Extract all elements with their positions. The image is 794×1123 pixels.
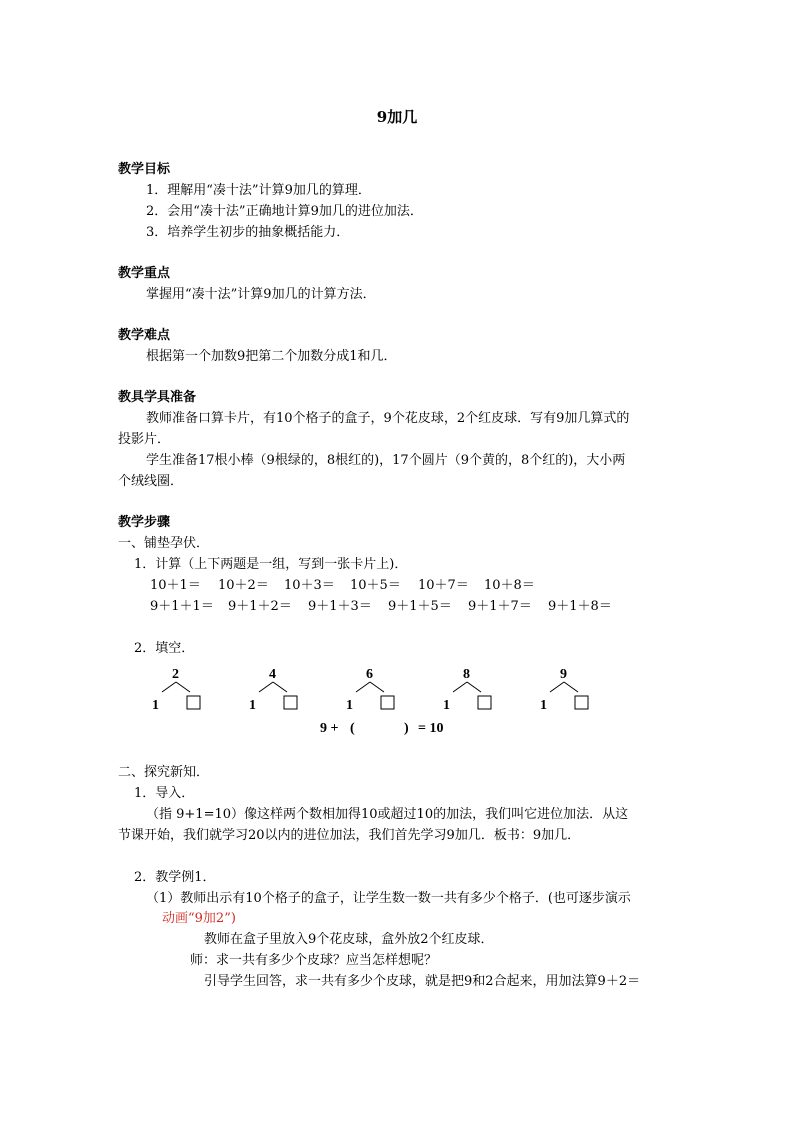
prep-teacher-line: 投影片． — [118, 432, 171, 447]
difficulty-heading: 教学难点 — [118, 328, 171, 343]
fill-label: 2．填空． — [134, 641, 195, 656]
branch-line-right — [273, 682, 287, 692]
animation-link[interactable]: 动画“9加2”) — [162, 911, 236, 926]
decomposition-group — [346, 667, 394, 713]
key-heading: 教学重点 — [118, 266, 171, 281]
prep-heading: 教具学具准备 — [118, 390, 197, 405]
prep-student-line: 学生准备17根小棒（9根绿的，8根红的)，17个圆片（9个黄的，8个红的)，大小两 — [146, 453, 626, 468]
calc-expression: 9＋1＋3＝ — [308, 599, 372, 614]
document-title: 9加几 — [376, 108, 418, 126]
steps-heading: 教学步骤 — [118, 515, 171, 530]
decomposition-group — [249, 667, 297, 713]
whole-number: 2 — [172, 667, 179, 682]
calc-expression: 10＋2＝ — [218, 578, 269, 593]
branch-line-left — [550, 682, 564, 692]
branch-line-right — [370, 682, 384, 692]
example-text-line: （1）教师出示有10个格子的盒子，让学生数一数一共有多少个格子．(也可逐步演示 — [146, 891, 631, 906]
calc-expression: 9＋1＋1＝ — [150, 599, 214, 614]
part-one: 1 — [443, 698, 450, 713]
calc-expression: 9＋1＋7＝ — [468, 599, 532, 614]
fill-in-diagram — [152, 662, 602, 742]
calc-expression: 9＋1＋5＝ — [388, 599, 452, 614]
prep-student-line: 个绒线圈． — [118, 474, 184, 489]
calc-label: 1．计算（上下两题是一组，写到一张卡片上)． — [134, 557, 408, 572]
calc-expression: 10＋3＝ — [284, 578, 335, 593]
part-one: 1 — [249, 698, 256, 713]
answer-box — [284, 696, 297, 709]
example-text-line: 教师在盒子里放入9个花皮球，盒外放2个红皮球． — [204, 932, 494, 947]
decomposition-figure — [152, 662, 602, 742]
goal-item: 2．会用“凑十法”正确地计算9加几的进位加法． — [146, 204, 423, 219]
goal-item: 1．理解用“凑十法”计算9加几的算理． — [146, 183, 371, 198]
answer-box — [478, 696, 491, 709]
calc-expression: 10＋8＝ — [484, 578, 535, 593]
whole-number: 4 — [269, 667, 276, 682]
part-one-heading: 一、铺垫孕伏． — [118, 536, 210, 551]
whole-number: 8 — [463, 667, 470, 682]
branch-line-left — [259, 682, 273, 692]
calc-row-1 — [150, 577, 570, 595]
part-one: 1 — [346, 698, 353, 713]
branch-line-right — [176, 682, 190, 692]
equation-close-paren: ) — [404, 721, 409, 736]
decomposition-group — [540, 667, 588, 713]
difficulty-text: 根据第一个加数9把第二个加数分成1和几． — [146, 349, 397, 364]
intro-text-line: 节课开始，我们就学习20以内的进位加法，我们首先学习9加几．板书：9加几． — [118, 828, 581, 843]
example-text-line: 引导学生回答，求一共有多少个皮球，就是把9和2合起来，用加法算9＋2＝ — [204, 974, 641, 989]
calc-expression: 9＋1＋8＝ — [548, 599, 612, 614]
calc-row-2 — [150, 598, 620, 616]
prep-teacher-line: 教师准备口算卡片，有10个格子的盒子，9个花皮球，2个红皮球．写有9加几算式的 — [146, 411, 630, 426]
part-one: 1 — [540, 698, 547, 713]
example-label: 2．教学例1． — [134, 870, 216, 885]
key-text: 掌握用“凑十法”计算9加几的计算方法． — [146, 287, 376, 302]
example-text-line: 师：求一共有多少个皮球？应当怎样想呢？ — [190, 953, 438, 968]
equation-result: = 10 — [418, 721, 444, 736]
answer-box — [381, 696, 394, 709]
calc-expression: 9＋1＋2＝ — [228, 599, 292, 614]
intro-text-line: （指 9+1=10）像这样两个数相加得10或超过10的加法，我们叫它进位加法．从这 — [146, 807, 629, 822]
decomposition-group — [152, 667, 200, 713]
goals-heading: 教学目标 — [118, 162, 171, 177]
branch-line-left — [453, 682, 467, 692]
part-one: 1 — [152, 698, 159, 713]
branch-line-left — [356, 682, 370, 692]
whole-number: 9 — [560, 667, 567, 682]
equation-open-paren: ( — [350, 721, 355, 736]
branch-line-right — [467, 682, 481, 692]
answer-box — [187, 696, 200, 709]
answer-box — [575, 696, 588, 709]
goal-item: 3．培养学生初步的抽象概括能力． — [146, 225, 350, 240]
branch-line-right — [564, 682, 578, 692]
intro-label: 1．导入． — [134, 786, 195, 801]
whole-number: 6 — [366, 667, 373, 682]
calc-expression: 10＋5＝ — [350, 578, 401, 593]
decomposition-group — [443, 667, 491, 713]
calc-expression: 10＋1＝ — [150, 578, 201, 593]
branch-line-left — [162, 682, 176, 692]
calc-expression: 10＋7＝ — [418, 578, 469, 593]
equation-prefix: 9 + — [320, 721, 339, 736]
part-two-heading: 二、探究新知． — [118, 765, 210, 780]
